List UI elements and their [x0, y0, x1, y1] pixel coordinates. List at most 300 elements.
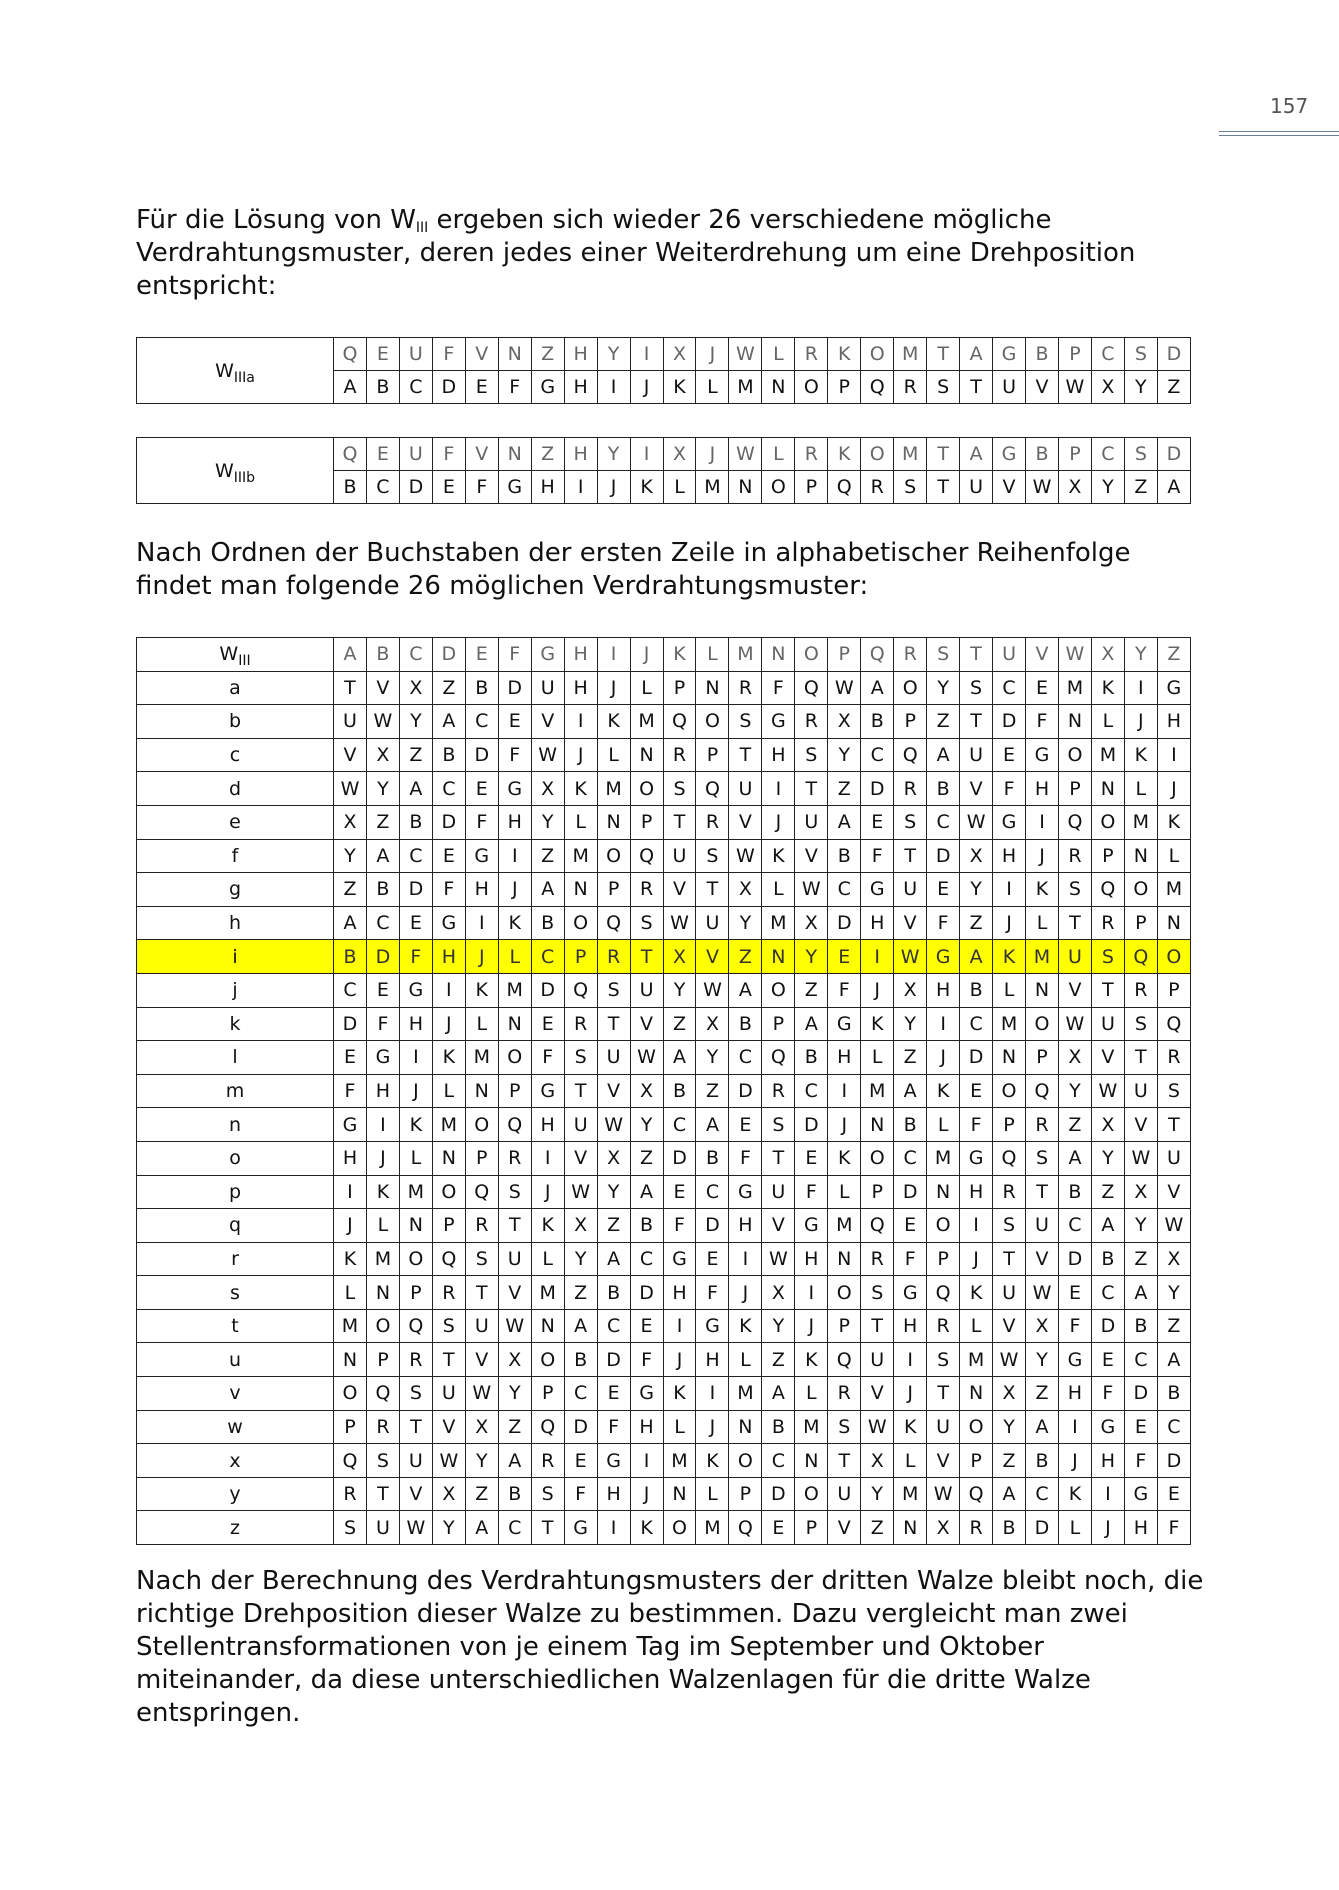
letter-cell: D	[465, 738, 498, 772]
letter-cell: T	[1157, 1108, 1190, 1142]
letter-cell: F	[927, 906, 960, 940]
letter-cell: U	[597, 1041, 630, 1075]
letter-cell: D	[1091, 1309, 1124, 1343]
letter-cell: D	[1124, 1377, 1157, 1411]
letter-cell: B	[597, 1276, 630, 1310]
bottom-letter-cell: Z	[1157, 371, 1190, 404]
bottom-letter-cell: R	[894, 371, 927, 404]
top-letter-cell: C	[1091, 338, 1124, 371]
bottom-letter-cell: L	[663, 471, 696, 504]
letter-cell: L	[432, 1074, 465, 1108]
letter-cell: M	[663, 1444, 696, 1478]
letter-cell: Y	[432, 1511, 465, 1545]
bottom-letter-cell: U	[960, 471, 993, 504]
bottom-letter-cell: H	[531, 471, 564, 504]
wiring-table-iiia	[136, 337, 1191, 404]
letter-cell: K	[1091, 671, 1124, 705]
row-label-cell: f	[137, 839, 334, 873]
table-row	[137, 1141, 1191, 1175]
bottom-letter-cell: G	[498, 471, 531, 504]
letter-cell: C	[696, 1175, 729, 1209]
letter-cell: D	[663, 1141, 696, 1175]
letter-cell: V	[334, 738, 367, 772]
letter-cell: T	[729, 738, 762, 772]
letter-cell: T	[1058, 906, 1091, 940]
letter-cell: K	[663, 1377, 696, 1411]
letter-cell: R	[1058, 839, 1091, 873]
letter-cell: V	[1157, 1175, 1190, 1209]
letter-cell: T	[861, 1309, 894, 1343]
bottom-letter-cell: T	[927, 471, 960, 504]
letter-cell: Y	[927, 671, 960, 705]
table-row	[137, 671, 1191, 705]
letter-cell: Q	[894, 738, 927, 772]
letter-cell: J	[399, 1074, 432, 1108]
letter-cell: M	[399, 1175, 432, 1209]
letter-cell: Z	[1157, 1309, 1190, 1343]
letter-cell: R	[465, 1209, 498, 1243]
letter-cell: E	[663, 1175, 696, 1209]
letter-cell: E	[960, 1074, 993, 1108]
header-letter-cell: L	[696, 638, 729, 672]
letter-cell: W	[729, 839, 762, 873]
letter-cell: B	[663, 1074, 696, 1108]
top-letter-cell: H	[564, 338, 597, 371]
letter-cell: P	[1058, 772, 1091, 806]
letter-cell: N	[465, 1074, 498, 1108]
letter-cell: R	[729, 671, 762, 705]
letter-cell: J	[729, 1276, 762, 1310]
letter-cell: V	[663, 873, 696, 907]
top-letter-cell: Q	[334, 438, 367, 471]
letter-cell: G	[795, 1209, 828, 1243]
letter-cell: K	[828, 1141, 861, 1175]
letter-cell: O	[894, 671, 927, 705]
letter-cell: M	[1157, 873, 1190, 907]
letter-cell: G	[993, 805, 1026, 839]
letter-cell: J	[597, 671, 630, 705]
letter-cell: K	[960, 1276, 993, 1310]
letter-cell: V	[993, 1309, 1026, 1343]
top-letter-cell: Z	[531, 438, 564, 471]
letter-cell: N	[795, 1444, 828, 1478]
letter-cell: X	[531, 772, 564, 806]
header-letter-cell: A	[334, 638, 367, 672]
letter-cell: A	[1124, 1276, 1157, 1310]
letter-cell: Q	[1124, 940, 1157, 974]
top-letter-cell: W	[729, 438, 762, 471]
top-letter-cell: V	[465, 438, 498, 471]
letter-cell: K	[432, 1041, 465, 1075]
letter-cell: G	[729, 1175, 762, 1209]
row-label-cell: k	[137, 1007, 334, 1041]
letter-cell: W	[399, 1511, 432, 1545]
top-letter-cell: D	[1157, 438, 1190, 471]
row-label-cell: s	[137, 1276, 334, 1310]
table-row	[137, 1209, 1191, 1243]
letter-cell: K	[993, 940, 1026, 974]
letter-cell: B	[993, 1511, 1026, 1545]
letter-cell: S	[465, 1242, 498, 1276]
letter-cell: S	[927, 1343, 960, 1377]
letter-cell: W	[597, 1108, 630, 1142]
row-label-cell: w	[137, 1410, 334, 1444]
letter-cell: D	[729, 1074, 762, 1108]
letter-cell: Z	[564, 1276, 597, 1310]
letter-cell: Q	[334, 1444, 367, 1478]
letter-cell: R	[1091, 906, 1124, 940]
letter-cell: X	[1157, 1242, 1190, 1276]
letter-cell: P	[894, 705, 927, 739]
letter-cell: X	[1026, 1309, 1059, 1343]
table-row	[137, 1007, 1191, 1041]
letter-cell: M	[993, 1007, 1026, 1041]
letter-cell: H	[1026, 772, 1059, 806]
bottom-letter-cell: C	[399, 371, 432, 404]
letter-cell: V	[729, 805, 762, 839]
top-letter-cell: L	[762, 338, 795, 371]
letter-cell: D	[366, 940, 399, 974]
letter-cell: P	[564, 940, 597, 974]
letter-cell: Z	[334, 873, 367, 907]
letter-cell: F	[960, 1108, 993, 1142]
letter-cell: M	[465, 1041, 498, 1075]
letter-cell: O	[630, 772, 663, 806]
letter-cell: F	[861, 839, 894, 873]
letter-cell: Y	[630, 1108, 663, 1142]
letter-cell: S	[564, 1041, 597, 1075]
letter-cell: O	[927, 1209, 960, 1243]
letter-cell: K	[729, 1309, 762, 1343]
letter-cell: A	[663, 1041, 696, 1075]
letter-cell: E	[1026, 671, 1059, 705]
bottom-letter-cell: M	[729, 371, 762, 404]
letter-cell: H	[828, 1041, 861, 1075]
letter-cell: P	[663, 671, 696, 705]
letter-cell: B	[1058, 1175, 1091, 1209]
letter-cell: E	[465, 772, 498, 806]
letter-cell: A	[366, 839, 399, 873]
top-letter-cell: E	[366, 338, 399, 371]
letter-cell: Z	[399, 738, 432, 772]
table-row	[137, 973, 1191, 1007]
letter-cell: U	[564, 1108, 597, 1142]
letter-cell: N	[960, 1377, 993, 1411]
letter-cell: Z	[828, 772, 861, 806]
table-row	[137, 705, 1191, 739]
letter-cell: M	[960, 1343, 993, 1377]
letter-cell: D	[993, 705, 1026, 739]
header-letter-cell: R	[894, 638, 927, 672]
top-letter-cell: H	[564, 438, 597, 471]
letter-cell: Z	[729, 940, 762, 974]
letter-cell: J	[894, 1377, 927, 1411]
letter-cell: N	[1157, 906, 1190, 940]
letter-cell: S	[1157, 1074, 1190, 1108]
letter-cell: U	[795, 805, 828, 839]
letter-cell: T	[663, 805, 696, 839]
letter-cell: B	[630, 1209, 663, 1243]
letter-cell: S	[1091, 940, 1124, 974]
bottom-letter-cell: S	[927, 371, 960, 404]
letter-cell: N	[663, 1477, 696, 1511]
letter-cell: Z	[1058, 1108, 1091, 1142]
letter-cell: F	[894, 1242, 927, 1276]
letter-cell: G	[1091, 1410, 1124, 1444]
letter-cell: H	[762, 738, 795, 772]
letter-cell: U	[1058, 940, 1091, 974]
letter-cell: X	[960, 839, 993, 873]
letter-cell: P	[861, 1175, 894, 1209]
letter-cell: O	[1026, 1007, 1059, 1041]
letter-cell: A	[828, 805, 861, 839]
letter-cell: I	[729, 1242, 762, 1276]
letter-cell: S	[334, 1511, 367, 1545]
letter-cell: X	[1091, 1108, 1124, 1142]
letter-cell: K	[334, 1242, 367, 1276]
letter-cell: O	[334, 1377, 367, 1411]
letter-cell: F	[795, 1175, 828, 1209]
letter-cell: O	[465, 1108, 498, 1142]
letter-cell: I	[432, 973, 465, 1007]
letter-cell: Y	[334, 839, 367, 873]
letter-cell: R	[894, 772, 927, 806]
letter-cell: E	[861, 805, 894, 839]
letter-cell: D	[1026, 1511, 1059, 1545]
letter-cell: J	[432, 1007, 465, 1041]
letter-cell: H	[498, 805, 531, 839]
letter-cell: L	[630, 671, 663, 705]
letter-cell: T	[960, 705, 993, 739]
letter-cell: C	[795, 1074, 828, 1108]
letter-cell: J	[564, 738, 597, 772]
header-letter-cell: X	[1091, 638, 1124, 672]
letter-cell: Z	[927, 705, 960, 739]
letter-cell: O	[564, 906, 597, 940]
letter-cell: S	[531, 1477, 564, 1511]
letter-cell: O	[696, 705, 729, 739]
letter-cell: H	[729, 1209, 762, 1243]
letter-cell: Z	[861, 1511, 894, 1545]
bottom-letter-cell: M	[696, 471, 729, 504]
letter-cell: H	[432, 940, 465, 974]
letter-cell: P	[531, 1377, 564, 1411]
letter-cell: I	[1091, 1477, 1124, 1511]
bottom-letter-cell: I	[564, 471, 597, 504]
letter-cell: Y	[564, 1242, 597, 1276]
letter-cell: X	[663, 940, 696, 974]
bottom-letter-cell: F	[498, 371, 531, 404]
letter-cell: A	[432, 705, 465, 739]
letter-cell: R	[630, 873, 663, 907]
header-letter-cell: J	[630, 638, 663, 672]
letter-cell: N	[597, 805, 630, 839]
letter-cell: Q	[531, 1410, 564, 1444]
letter-cell: H	[663, 1276, 696, 1310]
letter-cell: M	[630, 705, 663, 739]
bottom-letter-cell: J	[597, 471, 630, 504]
letter-cell: W	[334, 772, 367, 806]
letter-cell: Q	[795, 671, 828, 705]
table-row	[137, 1477, 1191, 1511]
letter-cell: S	[960, 671, 993, 705]
letter-cell: B	[1124, 1309, 1157, 1343]
letter-cell: W	[630, 1041, 663, 1075]
letter-cell: A	[597, 1242, 630, 1276]
letter-cell: N	[399, 1209, 432, 1243]
letter-cell: I	[696, 1377, 729, 1411]
letter-cell: T	[894, 839, 927, 873]
letter-cell: F	[531, 1041, 564, 1075]
letter-cell: H	[1124, 1511, 1157, 1545]
top-letter-cell: E	[366, 438, 399, 471]
letter-cell: Q	[696, 772, 729, 806]
row-label-cell: e	[137, 805, 334, 839]
letter-cell: T	[597, 1007, 630, 1041]
letter-cell: L	[993, 973, 1026, 1007]
top-letter-cell: T	[927, 338, 960, 371]
letter-cell: N	[762, 940, 795, 974]
letter-cell: F	[663, 1209, 696, 1243]
intro-paragraph: Für die Lösung von $W_{III}$ ergeben sich wieder 26 verschiedene mögliche Verdrahtungsmuster, deren jedes einer Weiterdrehung um eine Drehposition entspricht:	[136, 205, 1136, 301]
bottom-letter-cell: B	[366, 371, 399, 404]
letter-cell: C	[828, 873, 861, 907]
header-rule	[1219, 131, 1339, 132]
letter-cell: J	[1124, 705, 1157, 739]
letter-cell: K	[927, 1074, 960, 1108]
header-letter-cell: M	[729, 638, 762, 672]
letter-cell: K	[1026, 873, 1059, 907]
letter-cell: C	[399, 839, 432, 873]
letter-cell: G	[861, 873, 894, 907]
top-letter-cell: G	[993, 438, 1026, 471]
letter-cell: A	[960, 940, 993, 974]
letter-cell: J	[861, 973, 894, 1007]
letter-cell: L	[597, 738, 630, 772]
letter-cell: P	[960, 1444, 993, 1478]
letter-cell: A	[696, 1108, 729, 1142]
letter-cell: L	[696, 1477, 729, 1511]
letter-cell: Z	[993, 1444, 1026, 1478]
letter-cell: V	[696, 940, 729, 974]
letter-cell: J	[927, 1041, 960, 1075]
letter-cell: W	[498, 1309, 531, 1343]
letter-cell: S	[366, 1444, 399, 1478]
letter-cell: L	[960, 1309, 993, 1343]
letter-cell: I	[399, 1041, 432, 1075]
bottom-letter-cell: Z	[1124, 471, 1157, 504]
letter-cell: T	[1091, 973, 1124, 1007]
letter-cell: V	[960, 772, 993, 806]
letter-cell: W	[465, 1377, 498, 1411]
letter-cell: C	[1091, 1276, 1124, 1310]
letter-cell: Q	[564, 973, 597, 1007]
top-letter-cell: G	[993, 338, 1026, 371]
top-letter-cell: X	[663, 438, 696, 471]
letter-cell: W	[366, 705, 399, 739]
letter-cell: R	[663, 738, 696, 772]
letter-cell: F	[993, 772, 1026, 806]
letter-cell: C	[993, 671, 1026, 705]
letter-cell: B	[1157, 1377, 1190, 1411]
letter-cell: T	[1026, 1175, 1059, 1209]
letter-cell: K	[564, 772, 597, 806]
letter-cell: D	[399, 873, 432, 907]
letter-cell: S	[894, 805, 927, 839]
letter-cell: P	[334, 1410, 367, 1444]
top-letter-cell: S	[1124, 338, 1157, 371]
bottom-letter-cell: H	[564, 371, 597, 404]
bottom-letter-cell: C	[366, 471, 399, 504]
top-letter-cell: I	[630, 438, 663, 471]
table-row	[137, 1444, 1191, 1478]
bottom-letter-cell: R	[861, 471, 894, 504]
header-letter-cell: Q	[861, 638, 894, 672]
letter-cell: P	[993, 1108, 1026, 1142]
letter-cell: E	[564, 1444, 597, 1478]
top-letter-cell: J	[696, 438, 729, 471]
row-label-cell: i	[137, 940, 334, 974]
letter-cell: M	[597, 772, 630, 806]
letter-cell: E	[366, 973, 399, 1007]
letter-cell: D	[696, 1209, 729, 1243]
table-row	[137, 1242, 1191, 1276]
letter-cell: J	[366, 1141, 399, 1175]
letter-cell: B	[696, 1141, 729, 1175]
letter-cell: M	[366, 1242, 399, 1276]
letter-cell: C	[729, 1041, 762, 1075]
letter-cell: Y	[894, 1007, 927, 1041]
letter-cell: O	[432, 1175, 465, 1209]
letter-cell: O	[597, 839, 630, 873]
letter-cell: H	[597, 1477, 630, 1511]
top-letter-cell: B	[1026, 338, 1059, 371]
letter-cell: W	[1058, 1007, 1091, 1041]
header-letter-cell: G	[531, 638, 564, 672]
letter-cell: U	[927, 1410, 960, 1444]
header-letter-cell: Z	[1157, 638, 1190, 672]
letter-cell: M	[334, 1309, 367, 1343]
letter-cell: C	[861, 738, 894, 772]
letter-cell: H	[894, 1309, 927, 1343]
letter-cell: C	[432, 772, 465, 806]
letter-cell: K	[894, 1410, 927, 1444]
letter-cell: C	[1124, 1343, 1157, 1377]
letter-cell: F	[564, 1477, 597, 1511]
letter-cell: U	[960, 738, 993, 772]
top-letter-cell: U	[399, 438, 432, 471]
letter-cell: P	[498, 1074, 531, 1108]
letter-cell: Z	[762, 1343, 795, 1377]
letter-cell: N	[531, 1309, 564, 1343]
letter-cell: I	[564, 705, 597, 739]
letter-cell: B	[762, 1410, 795, 1444]
letter-cell: K	[861, 1007, 894, 1041]
letter-cell: J	[334, 1209, 367, 1243]
letter-cell: L	[894, 1444, 927, 1478]
table-row	[137, 1410, 1191, 1444]
letter-cell: X	[1124, 1175, 1157, 1209]
letter-cell: F	[498, 738, 531, 772]
top-letter-cell: R	[795, 338, 828, 371]
top-letter-cell: Y	[597, 438, 630, 471]
letter-cell: J	[1026, 839, 1059, 873]
bottom-letter-cell: W	[1058, 371, 1091, 404]
letter-cell: A	[1091, 1209, 1124, 1243]
letter-cell: T	[1124, 1041, 1157, 1075]
letter-cell: B	[861, 705, 894, 739]
letter-cell: S	[993, 1209, 1026, 1243]
